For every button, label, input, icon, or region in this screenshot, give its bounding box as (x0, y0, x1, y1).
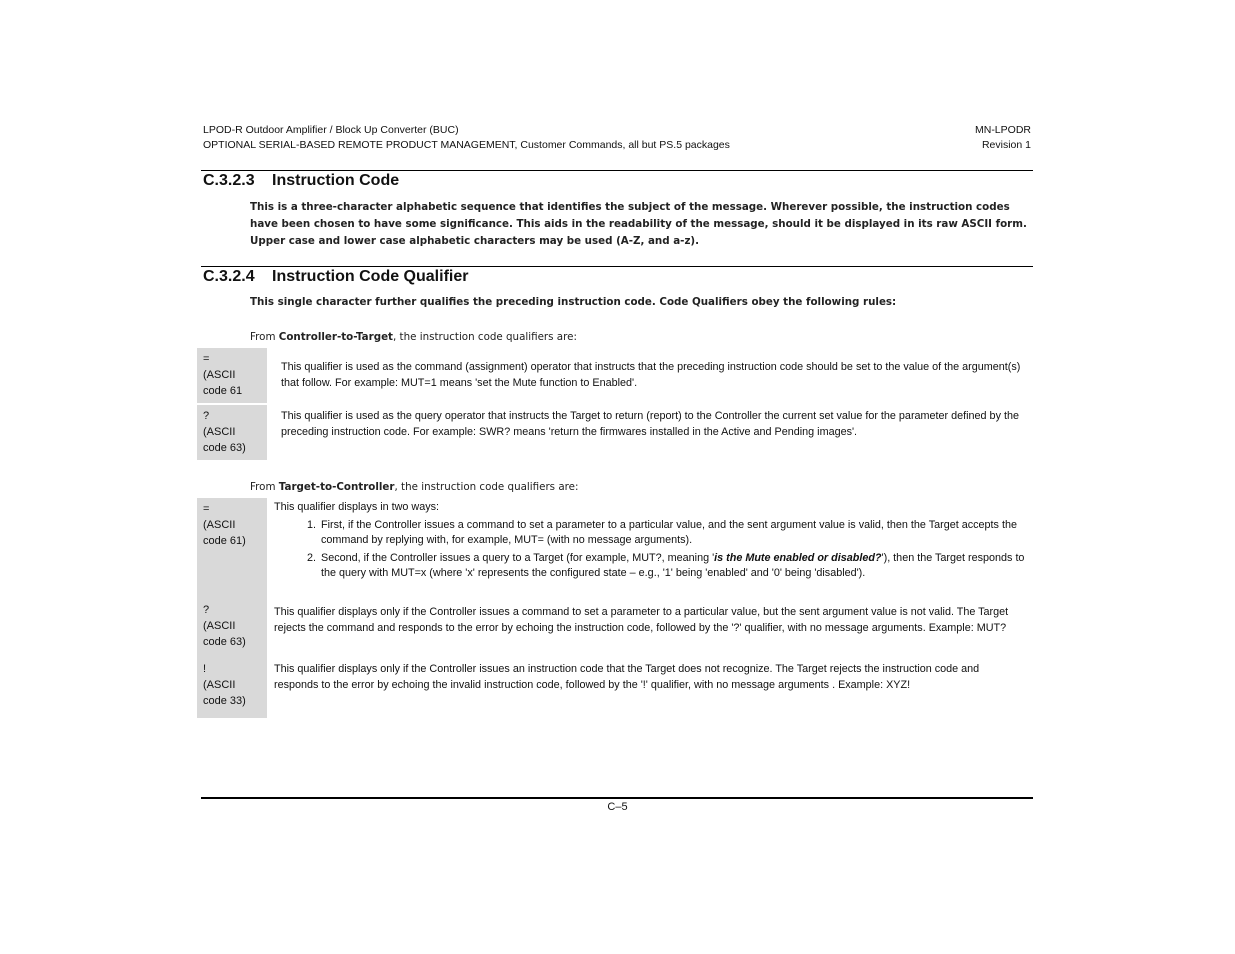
header-rule (201, 170, 1033, 171)
qualifier-description: This qualifier displays only if the Controller issues an instruction code that the Target does not recognize. The Target rejects the instruction code and responds to the error by echoing the invalid instruction code, followed by the '!' qualifier, with no message arguments . Example: XYZ! (274, 663, 980, 691)
running-header-right (975, 123, 1031, 153)
list-item-text: '), then the Target responds to the query with MUT=x (where 'x' represents the configured state – e.g., '1' being 'enabled' and '0' being 'disabled'). (321, 551, 1025, 579)
lead-direction: Controller-to-Target (278, 331, 393, 343)
qualifier-ascii-label: (ASCII (203, 426, 236, 438)
lead-direction: Target-to-Controller (278, 481, 395, 493)
controller-to-target-lead (250, 329, 1030, 346)
qualifier-symbol: ? (203, 410, 210, 422)
header-revision: Revision 1 (981, 139, 1031, 151)
footer-rule (201, 797, 1033, 799)
section-intro-qualifier: This single character further qualifies the preceding instruction code. Code Qualifiers obey the following rules: (250, 296, 897, 308)
qualifier-description: This qualifier is used as the query operator that instructs the Target to return (report) to the Controller the current set value for the parameter defined by the preceding instruction code. For example: SWR? means 'return the firmwares installed in the Active and Pending images'. (281, 410, 1019, 438)
qualifier-ways-list (274, 518, 1029, 582)
list-item-text: Second, if the Controller issues a query to a Target (for example, MUT?, meaning ' (321, 551, 715, 564)
header-chapter-title: OPTIONAL SERIAL-BASED REMOTE PRODUCT MANAGEMENT, Customer Commands, all but PS.5 packages (203, 139, 730, 151)
qualifier-code-column (197, 498, 267, 718)
section-title: Instruction Code Qualifier (272, 268, 469, 285)
section-body-instruction-code: This is a three-character alphabetic sequence that identifies the subject of the message. Wherever possible, the instruction codes have been chosen to have some significance. This aids in the readability of the message, should it be displayed in its raw ASCII form. Upper case and lower case alphabetic characters may be used (A-Z, and a-z). (250, 201, 1027, 247)
section-title: Instruction Code (272, 172, 400, 189)
section-number: C.3.2.4 (203, 268, 255, 285)
header-doc-id: MN-LPODR (974, 124, 1031, 136)
lead-prefix: From (250, 331, 279, 343)
qualifier-symbol: ! (203, 663, 207, 675)
qualifier-symbol: = (203, 353, 210, 365)
running-header-left (203, 123, 730, 153)
list-item (319, 551, 1029, 582)
qualifier-ascii-code: code 61) (203, 535, 246, 547)
target-to-controller-lead (250, 479, 1030, 496)
qualifier-description: This qualifier displays only if the Controller issues a command to set a parameter to a particular value, but the sent argument value is not valid. The Target rejects the command and responds to the error by echoing the instruction code, followed by the '?' qualifier, with no message arguments. Example: MUT? (274, 606, 1009, 634)
qualifier-ascii-label: (ASCII (203, 369, 236, 381)
lead-suffix: , the instruction code qualifiers are: (392, 331, 577, 343)
qualifier-ascii-code: code 63) (203, 442, 246, 454)
qualifier-code-cell (197, 348, 267, 403)
qualifier-description-lead: This qualifier displays in two ways: (274, 501, 440, 513)
qualifier-ascii-code: code 61 (203, 385, 243, 397)
qualifier-symbol: = (203, 503, 210, 515)
section-heading-qualifier (203, 268, 468, 286)
qualifier-ascii-label: (ASCII (203, 679, 236, 691)
section-number: C.3.2.3 (203, 172, 255, 189)
lead-suffix: , the instruction code qualifiers are: (394, 481, 579, 493)
qualifier-ascii-code: code 63) (203, 636, 246, 648)
list-item: 1. First, if the Controller issues a command to set a parameter to a particular value, and the sent argument value is valid, then the Target accepts the command by replying with, for example, MUT= (with no message arguments). (319, 518, 1029, 549)
lead-prefix: From (250, 481, 279, 493)
qualifier-description: This qualifier is used as the command (assignment) operator that instructs that the preceding instruction code should be set to the value of the argument(s) that follow. For example: MUT=1 means 'set the Mute function to Enabled'. (281, 361, 1021, 389)
section-rule (201, 266, 1033, 267)
qualifier-code-cell (197, 405, 267, 460)
page-number: C–5 (607, 801, 628, 813)
qualifier-symbol: ? (203, 604, 210, 616)
qualifier-ascii-label: (ASCII (203, 519, 236, 531)
header-product-title: LPOD-R Outdoor Amplifier / Block Up Converter (BUC) (203, 124, 459, 136)
qualifier-ascii-code: code 33) (203, 695, 246, 707)
qualifier-ascii-label: (ASCII (203, 620, 236, 632)
list-item-emphasis: is the Mute enabled or disabled? (714, 551, 882, 564)
qualifier-description (274, 500, 1029, 584)
section-heading-instruction-code (203, 172, 399, 190)
